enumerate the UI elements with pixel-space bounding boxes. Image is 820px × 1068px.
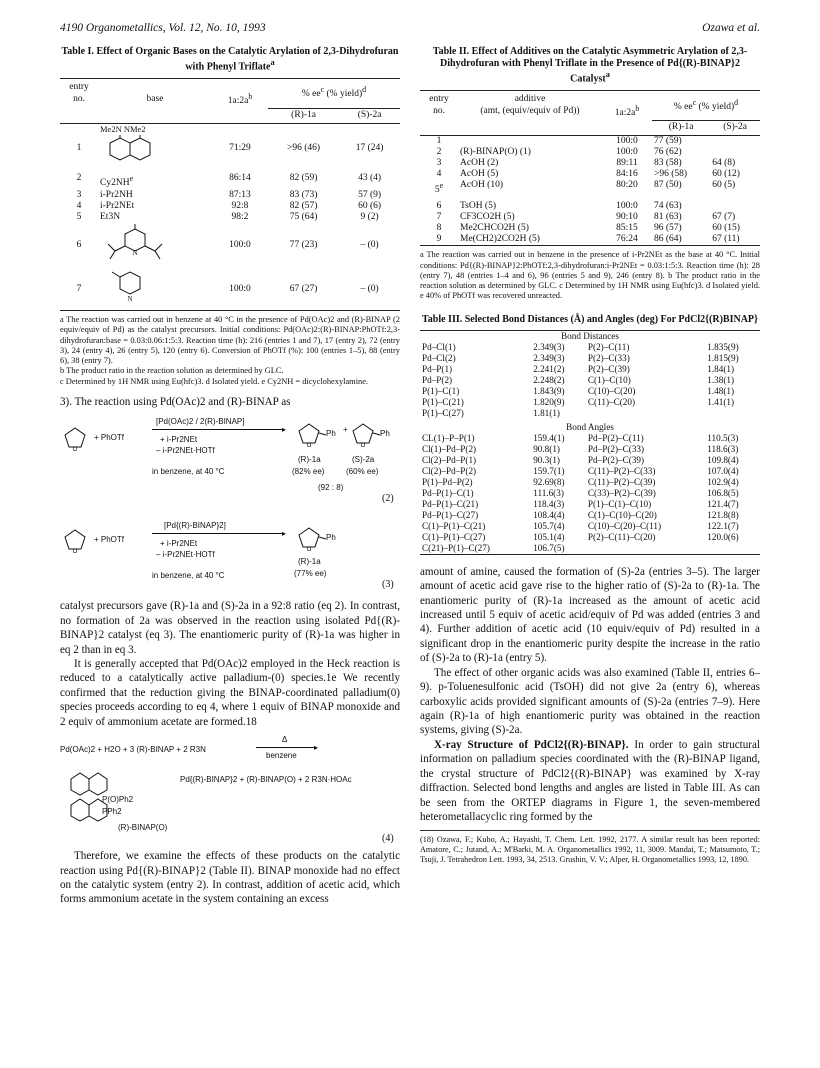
svg-text:O: O <box>72 549 78 554</box>
table-cell: 121.8(8) <box>707 509 739 520</box>
table-cell: Cl(2)–Pd–P(2) <box>422 465 477 476</box>
section-heading: X-ray Structure of PdCl2{(R)-BINAP}. <box>434 738 629 751</box>
table-cell: 2.349(3) <box>533 341 565 352</box>
table-cell: Pd–P(2) <box>422 374 453 385</box>
table-cell: 159.7(1) <box>533 465 565 476</box>
table-cell: C(10)–C(20)–C(11) <box>587 520 662 531</box>
table-row <box>420 510 760 521</box>
table-cell: 110.5(3) <box>707 432 739 443</box>
t2-h-additive: additive (amt, (equiv/equiv of Pd)) <box>480 93 580 116</box>
table-row <box>420 353 760 364</box>
table-row <box>420 364 760 375</box>
dihydrofuran-icon <box>60 425 90 451</box>
table-row <box>420 408 760 419</box>
proton-sponge-label: Me2N NMe2 <box>100 124 146 135</box>
t2-h-ee: % $ee^c$ (% yield)$^d$ <box>652 90 760 120</box>
t1-h-base: base <box>146 93 164 104</box>
table-cell: Pd–Cl(2) <box>422 352 456 363</box>
table-cell: 118.4(3) <box>533 498 565 509</box>
table-cell: 111.6(3) <box>533 487 564 498</box>
t3-dist-title: Bond Distances <box>561 330 619 341</box>
table-row: 5e AcOH (10) 80:20 87 (50) 60 (5) <box>434 180 736 196</box>
table-row <box>420 433 760 444</box>
table-cell: 109.8(4) <box>707 454 739 465</box>
table-cell: 1.48(1) <box>707 385 735 396</box>
table-row: 2 (R)-BINAP(O) (1) 100:0 76 (62) <box>436 147 682 158</box>
table-row: 2 $Cy2NH^e$ 86:14 82 (59) 43 (4) <box>76 173 382 189</box>
table-cell: Cl(2)–Pd–P(1) <box>422 454 477 465</box>
table-row: 3 AcOH (2) 89:11 83 (58) 64 (8) <box>436 158 736 169</box>
svg-text:O: O <box>306 547 312 552</box>
table-cell: Pd–P(1)–C(1) <box>422 487 474 498</box>
table-row: 4 i-Pr2NEt 92:8 82 (57) 60 (6) <box>76 200 382 211</box>
table-row <box>420 477 760 488</box>
table-cell: P(2)–C(39) <box>587 363 630 374</box>
table-cell: C(11)–P(2)–C(33) <box>587 465 656 476</box>
table-cell: 2.248(2) <box>533 374 565 385</box>
table-cell: 1.815(9) <box>707 352 739 363</box>
table2-notes: a The reaction was carried out in benzene in the presence of i-Pr2NEt as the base at 40 °C. Initial conditions: Pd{(R)-BINAP}2:PhOTf:2,3-dihydrofuran:i-Pr2NEt = 0.03:1:5:3. Reaction time (h): 28 (entry 7), 48 (entries 1–4 and 6), 96 (entries 5 and 9), 246 (entry 8). b The product ratio in the reaction solution as determined by GLC. c Determined by 1H NMR using Eu(hfc)3. d Isolated yield. e 40% of PhOTf was recovered unreacted. <box>420 250 760 301</box>
table-row: 4 AcOH (5) 84:16 >96 (58) 60 (12) <box>436 169 740 180</box>
table-row: 6 N 100:0 77 (23) – (0) <box>60 223 400 269</box>
table1-notes: a The reaction was carried out in benzene at 40 °C in the presence of Pd(OAc)2 and (R)-BINAP (2 equiv/equiv of Pd) as the catalyst precursors. Initial conditions: Pd(OAc)2:(R)-BINAP:PhOTf:2,3-dihydrofuran:base = 0.03:0.06:1:5:3. Reaction time (h): 216 (entries 1 and 7), 17 (entry 2), 72 (entry 3), 24 (entry 4), 26 (entry 5), 120 (entry 6). Conversion of PhOTf (%): 100 (entries 1–5), 88 (entry 6), 38 (entry 7). b The product ratio in the reaction solution as determined by GLC. c Determined by 1H NMR using Eu(hfc)3. d Isolated yield. e Cy2NH = dicyclohexylamine. <box>60 315 400 386</box>
table-row: 6 TsOH (5) 100:0 74 (63) <box>436 201 682 212</box>
table-row: 5 Et3N 98:2 75 (64) 9 (2) <box>76 211 379 222</box>
table-row: 1 Me2N NMe2 71:29 >96 (46) 17 (24) <box>60 123 400 173</box>
table-row <box>420 444 760 455</box>
table-cell: C(1)–P(1)–C(27) <box>422 531 486 542</box>
table-cell: C(21)–P(1)–C(27) <box>422 542 490 553</box>
table-row <box>420 488 760 499</box>
table-row <box>420 466 760 477</box>
table2: entry no. additive (amt, (equiv/equiv of Pd)) $1a:2a^b$ % $ee^c$ (% yield)$^d$ (R)-1a (S)-2a 1 100:0 77 (59) 2 (R)-BINAP(O) (1) 100:0 76 (62) 3 AcOH (2) 89:11 83 (58) 64 (8) 4 AcOH (5) 84:16 >96 (58) 60 (12) 5e AcOH (10) 80:20 87 (50) 60 (5) 6 TsOH (5) 100:0 74 (63) 7 CF3CO2H (5) 90:10 81 (63) 67 (7) 8 Me2CHCO2H (5) 85:15 96 (57) 60 (15) 9 Me(CH2)2CO2H (5) 76:24 86 (64) 67 (11) <box>420 90 760 246</box>
table-cell: 105.1(4) <box>533 531 565 542</box>
table-cell: C(11)–P(2)–C(39) <box>587 476 656 487</box>
table-cell: 90.8(1) <box>533 443 560 454</box>
table-cell: P(2)–C(11)–C(20) <box>587 531 656 542</box>
table-cell: 2.241(2) <box>533 363 565 374</box>
table-cell: CL(1)–P–P(1) <box>422 432 475 443</box>
footnote-18: (18) Ozawa, F.; Kubo, A.; Hayashi, T. Chem. Lett. 1992, 2177. A similar result has been reported: Amatore, C.; Jutand, A.; M'Barki, M. A. Organometallics 1992, 11, 3009. Mandai, T.; Matsumoto, T.; Tsuji, J. Tetrahedron Lett. 1993, 34, 2513. Grushin, V. V.; Alper, H. Organometallics 1993, 12, 1890. <box>420 830 760 865</box>
table-cell: Pd–P(2)–C(33) <box>587 443 645 454</box>
table-row <box>420 397 760 408</box>
table-row <box>420 543 760 555</box>
t1-h-ee: % $ee^c$ (% yield)$^d$ <box>268 78 400 108</box>
table-cell <box>586 543 705 555</box>
table-cell <box>705 408 760 419</box>
right-para-2: The effect of other organic acids was also examined (Table II, entries 6–9). p-Toluenesulfonic acid (TsOH) did not give 2a (entry 6), whereas carboxylic acids provided significant amounts of (S)-2a (entries 7–9). Here again (R)-1a of high enantiomeric purity was obtained in the reaction systems, giving (S)-2a. <box>420 666 760 737</box>
table2-caption: Table II. Effect of Additives on the Catalytic Asymmetric Arylation of 2,3-Dihydrofuran with Phenyl Triflate in the Presence of Pd{(R)-BINAP}2 Catalyst$^a$ <box>432 46 748 85</box>
svg-text:N: N <box>127 295 133 304</box>
table-cell: 120.0(6) <box>707 531 739 542</box>
table-cell: Pd–P(2)–C(11) <box>587 432 644 443</box>
table-cell: Pd–P(2)–C(39) <box>587 454 645 465</box>
table-row: 7 CF3CO2H (5) 90:10 81 (63) 67 (7) <box>436 212 736 223</box>
table-cell: C(1)–C(10) <box>587 374 631 385</box>
equation-4: Pd(OAc)2 + H2O + 3 (R)-BINAP + 2 R3N Δ ▸ benzene P(O)Ph2 PPh2 (R)-BINAP(O) Pd{(R)-BINAP}2 + (R)-BINAP(O) + 2 R3N·HOAc (4) <box>60 735 394 845</box>
t1-h-ratio: $1a:2a^b$ <box>227 91 253 106</box>
table-cell: P(1)–C(27) <box>422 407 464 418</box>
table1-caption: Table I. Effect of Organic Bases on the Catalytic Arylation of 2,3-Dihydrofuran with Phenyl Triflate$^a$ <box>61 46 399 73</box>
table-cell: Cl(1)–Pd–P(2) <box>422 443 477 454</box>
table-cell: 2.349(3) <box>533 352 565 363</box>
table-cell: 105.7(4) <box>533 520 565 531</box>
right-column <box>420 46 760 865</box>
table-cell: 122.1(7) <box>707 520 739 531</box>
table-cell: 107.0(4) <box>707 465 739 476</box>
header-authors: Ozawa et al. <box>702 22 760 34</box>
table-cell: 1.41(1) <box>707 396 735 407</box>
left-para-4: Therefore, we examine the effects of these products on the catalytic reaction using Pd{(R)-BINAP}2 (Table II). BINAP monoxide had no effect on the catalytic system (entry 2). In contrast, addition of acetic acid, which forms ammonium acetate in the system containing an excess <box>60 850 400 906</box>
table-cell: P(1)–C(21) <box>422 396 464 407</box>
svg-text:N: N <box>132 248 138 257</box>
table-row <box>420 532 760 543</box>
table-row <box>420 342 760 353</box>
t2-h-ratio: $1a:2a^b$ <box>614 103 640 118</box>
table-cell: C(1)–P(1)–C(21) <box>422 520 486 531</box>
table-cell: 90.3(1) <box>533 454 560 465</box>
t1-h-s: (S)-2a <box>357 110 382 121</box>
left-para-2: catalyst precursors gave (R)-1a and (S)-2a in a 92:8 ratio (eq 2). In contrast, no formation of 2a was observed in the reaction using isolated Pd{(R)-BINAP}2 catalyst (eq 3). The enantiomeric purity of (R)-1a was higher in eq 2 than in eq 3. <box>60 600 400 656</box>
table-row: 3 i-Pr2NH 87:13 83 (73) 57 (9) <box>76 189 382 200</box>
table-cell: 106.7(5) <box>533 542 565 553</box>
right-para-3: X-ray Structure of PdCl2{(R)-BINAP}. In order to gain structural information on palladium species coordinated with the (R)-BINAP ligand, the crystal structure of PdCl2{(R)-BINAP} was examined by X-ray diffraction. Selected bond lengths and angles are listed in Table III. As can be seen from the ORTEP diagrams in Figure 1, the seven-membered heterometallacyclic ring formed by the <box>420 738 760 823</box>
table-cell: 108.4(4) <box>533 509 565 520</box>
dihydrofuran-icon <box>60 527 90 553</box>
left-para-3: It is generally accepted that Pd(OAc)2 employed in the Heck reaction is reduced to a catalytically active palladium-(0) species.1e We recently confirmed that the reduction giving the BINAP-coordinated palladium(0) species proceeds according to eq 4, where 1 equiv of BINAP monoxide and 2 equiv of ammonium acetate are formed.18 <box>60 658 400 728</box>
svg-text:O: O <box>306 443 312 448</box>
table-cell: Pd–P(1)–C(27) <box>422 509 479 520</box>
naphthalene-structure <box>100 135 160 169</box>
table-cell: 92.69(8) <box>533 476 565 487</box>
table-cell: C(11)–C(20) <box>587 396 636 407</box>
table-cell: 1.843(9) <box>533 385 565 396</box>
table-cell: 1.81(1) <box>533 407 560 418</box>
table-cell: P(1)–C(1) <box>422 385 460 396</box>
table3 <box>420 330 760 555</box>
header-journal: 4190 Organometallics, Vol. 12, No. 10, 1993 <box>60 22 266 34</box>
svg-text:O: O <box>360 443 366 448</box>
table-cell: 1.84(1) <box>707 363 735 374</box>
table-cell: C(1)–C(10)–C(20) <box>587 509 657 520</box>
left-column <box>60 46 400 907</box>
table-cell: P(2)–C(33) <box>587 352 630 363</box>
running-header <box>60 22 760 38</box>
table1 <box>60 78 400 311</box>
table-cell: Pd–P(1)–C(21) <box>422 498 479 509</box>
t1-h-r: (R)-1a <box>291 110 316 121</box>
table-row <box>420 521 760 532</box>
table-cell: 159.4(1) <box>533 432 565 443</box>
t3-ang-title: Bond Angles <box>566 421 614 432</box>
table-cell: 1.820(9) <box>533 396 565 407</box>
table-row: 1 100:0 77 (59) <box>436 136 682 147</box>
table-row <box>420 499 760 510</box>
table-row: 7 N 100:0 67 (27) – (0) <box>60 269 400 311</box>
table-cell: Pd–Cl(1) <box>422 341 456 352</box>
table-cell: C(10)–C(20) <box>587 385 636 396</box>
picoline-structure <box>100 269 160 305</box>
equation-3: O + PhOTf [Pd{(R)-BINAP}2] ▸ + i-Pr2NEt – i-Pr2NEt·HOTf in benzene, at 40 °C O Ph (R)-1a (77% ee) (3) <box>60 519 400 599</box>
equation-2: O + PhOTf [Pd(OAc)2 / 2(R)-BINAP] ▸ + i-Pr2NEt – i-Pr2NEt·HOTf in benzene, at 40 °C O Ph + O Ph (R)-1a (S)-2a (82% ee) (60% ee) (92 : 8) (2) <box>60 413 400 519</box>
t2-h-entry: entry no. <box>429 93 449 116</box>
table3-caption: Table III. Selected Bond Distances (Å) and Angles (deg) For PdCl2{(R)BINAP} <box>422 313 758 325</box>
table-cell: P(1)–Pd–P(2) <box>422 476 473 487</box>
table-cell: P(2)–C(11) <box>587 341 630 352</box>
table-row <box>420 386 760 397</box>
table-cell: C(33)–P(2)–C(39) <box>587 487 656 498</box>
table-row: 8 Me2CHCO2H (5) 85:15 96 (57) 60 (15) <box>436 223 740 234</box>
table-cell <box>705 543 760 555</box>
table-cell: 1.38(1) <box>707 374 735 385</box>
table-cell: 118.6(3) <box>707 443 739 454</box>
right-para-1: amount of amine, caused the formation of (S)-2a (entries 3–5). The larger amount of acetic acid gave rise to the higher ratio of (S)-2a to (R)-1a. The enantiomeric purity of (R)-1a increased as the amount of acetic acid increased until 5 equiv of acetic acid/equiv of Pd was added (entries 3 and 4). Further addition of acetic acid (10 equiv/equiv of Pd) resulted in a significant drop in the enantiomeric purity despite the increase in the ratio of (S)-2a to (R)-1a (entry 5). <box>420 565 760 665</box>
table-cell: Pd–P(1) <box>422 363 453 374</box>
table-row: 9 Me(CH2)2CO2H (5) 76:24 86 (64) 67 (11) <box>420 234 760 246</box>
left-para-1: 3). The reaction using Pd(OAc)2 and (R)-BINAP as <box>60 395 291 408</box>
table-cell: 106.8(5) <box>707 487 739 498</box>
lutidine-structure <box>100 224 170 264</box>
table-cell <box>586 408 705 419</box>
table-cell: 1.835(9) <box>707 341 739 352</box>
table-cell: 102.9(4) <box>707 476 739 487</box>
svg-text:O: O <box>72 447 78 452</box>
table-row <box>420 455 760 466</box>
table-cell: P(1)–C(1)–C(10) <box>587 498 652 509</box>
table-row <box>420 375 760 386</box>
t1-h-entry: entry no. <box>69 81 89 104</box>
table-cell: 121.4(7) <box>707 498 739 509</box>
